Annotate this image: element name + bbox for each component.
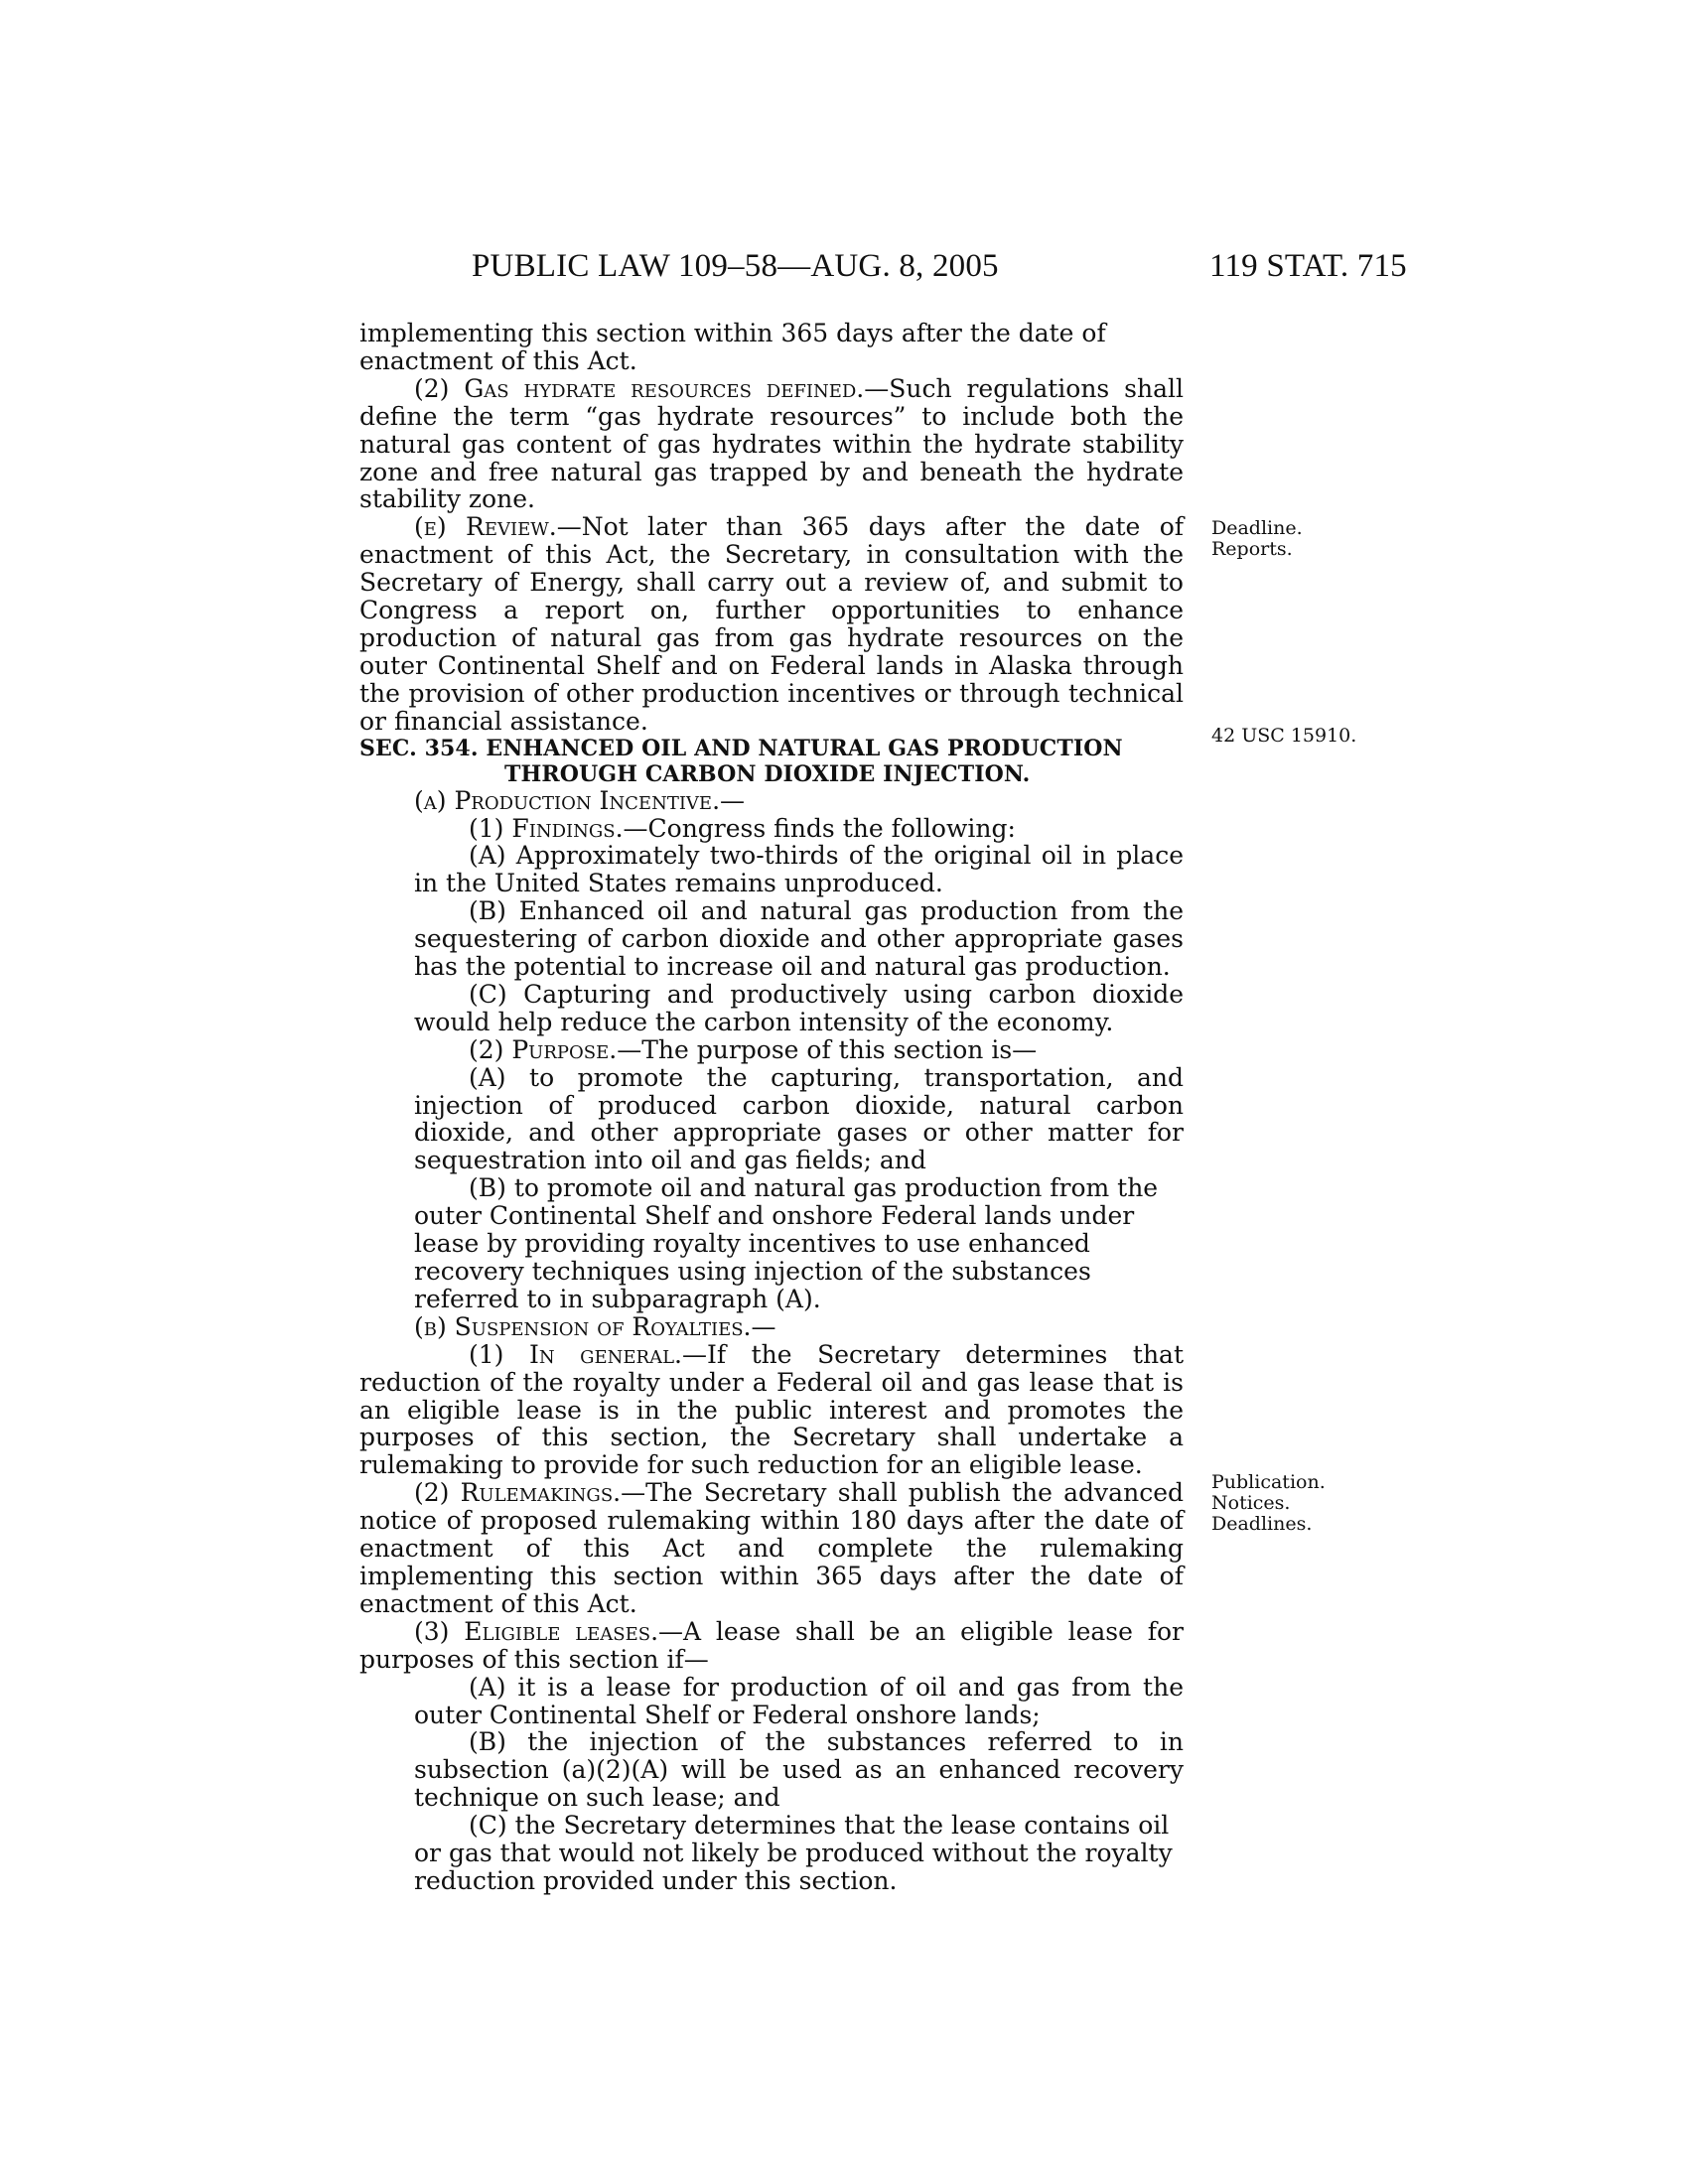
paragraph-purpose bbox=[359, 1036, 1184, 1064]
eligible-lease-b: (B) the injection of the substances referred to in subsection (a)(2)(A) will be used as an enhanced recovery technique on such lease; and bbox=[414, 1727, 1184, 1813]
paragraph-text: —A lease shall be an eligible lease for purposes of this section if— bbox=[359, 1616, 1184, 1674]
paragraph-text: —If the Secretary determines that reduction of the royalty under a Federal oil and gas lease that is an eligible lease is in the public interest and promotes the purposes of this section, the Secretary shall undertake a rulemaking to provide for such reduction for an eligible lease. bbox=[359, 1339, 1184, 1480]
margin-note-line: Deadline. bbox=[1211, 517, 1303, 539]
subsection-production-incentive bbox=[359, 787, 1184, 815]
margin-note-line: Notices. bbox=[1211, 1492, 1291, 1514]
paragraph-gas-hydrate-defined bbox=[359, 375, 1184, 514]
paragraph-text: —The purpose of this section is— bbox=[617, 1034, 1038, 1064]
subsection-heading: (b) Suspension of Royalties. bbox=[414, 1311, 752, 1341]
subsection-suspension-of-royalties bbox=[359, 1313, 1184, 1341]
purpose-b: (B) to promote oil and natural gas production from the outer Continental Shelf and onshore Federal lands under lease by providing royalty incentives to use enhanced recovery techniques using injection of the substances referred to in subparagraph (A). bbox=[414, 1173, 1159, 1313]
subsection-heading: (e) Review. bbox=[414, 512, 557, 542]
running-header-title: PUBLIC LAW 109–58—AUG. 8, 2005 bbox=[472, 248, 999, 284]
paragraph-heading: (1) Findings. bbox=[469, 813, 624, 843]
margin-note-line: Reports. bbox=[1211, 538, 1293, 560]
page-number: 119 STAT. 715 bbox=[1209, 248, 1407, 284]
eligible-lease-a: (A) it is a lease for production of oil and gas from the outer Continental Shelf or Federal onshore lands; bbox=[414, 1672, 1184, 1729]
margin-note-rulemakings bbox=[1211, 1472, 1326, 1535]
finding-b: (B) Enhanced oil and natural gas production from the sequestering of carbon dioxide and other appropriate gases has the potential to increase oil and natural gas production. bbox=[414, 896, 1184, 982]
paragraph-text: —Congress finds the following: bbox=[623, 813, 1016, 843]
paragraph-in-general bbox=[359, 1341, 1184, 1480]
paragraph-text: —Such regulations shall define the term “gas hydrate resources” to include both the natural gas content of gas hydrates within the hydrate stability zone and free natural gas trapped by and beneath the hydrate stability zone. bbox=[359, 373, 1184, 514]
finding-a: (A) Approximately two-thirds of the original oil in place in the United States remains unproduced. bbox=[414, 841, 1184, 898]
paragraph-heading: (2) Gas hydrate resources defined. bbox=[414, 373, 865, 403]
section-heading: SEC. 354. ENHANCED OIL AND NATURAL GAS PRODUCTION THROUGH CARBON DIOXIDE INJECTION. bbox=[359, 735, 1123, 787]
paragraph-text: —The Secretary shall publish the advanced notice of proposed rulemaking within 180 days after the date of enactment of this Act and complete the rulemaking implementing this section within 365 days after the date of enactment of this Act. bbox=[359, 1478, 1184, 1618]
paragraph-heading: (1) In general. bbox=[469, 1339, 682, 1369]
dash: — bbox=[751, 1311, 776, 1341]
eligible-lease-c: (C) the Secretary determines that the lease contains oil or gas that would not likely be produced without the royalty reduction provided under this section. bbox=[414, 1811, 1173, 1895]
margin-note-usc-citation: 42 USC 15910. bbox=[1211, 725, 1357, 747]
paragraph-heading: (2) Rulemakings. bbox=[414, 1478, 622, 1508]
paragraph-rulemakings bbox=[359, 1479, 1184, 1618]
statute-body bbox=[359, 320, 1184, 1895]
dash: — bbox=[720, 785, 746, 815]
paragraph-findings bbox=[359, 815, 1184, 843]
margin-note-line: Publication. bbox=[1211, 1471, 1326, 1493]
paragraph-continuation: implementing this section within 365 days after the date of enactment of this Act. bbox=[359, 319, 1106, 375]
margin-note-line: Deadlines. bbox=[1211, 1513, 1313, 1535]
subsection-text: —Not later than 365 days after the date of enactment of this Act, the Secretary, in consultation with the Secretary of Energy, shall carry out a review of, and submit to Congress a report on, further opportunities to enhance production of natural gas from gas hydrate resources on the outer Continental Shelf and on Federal lands in Alaska through the provision of other production incentives or through technical or financial assistance. bbox=[359, 512, 1184, 736]
finding-c: (C) Capturing and productively using carbon dioxide would help reduce the carbon intensity of the economy. bbox=[414, 979, 1184, 1036]
paragraph-heading: (2) Purpose. bbox=[469, 1034, 618, 1064]
margin-note-review bbox=[1211, 518, 1303, 560]
subsection-heading: (a) Production Incentive. bbox=[414, 785, 721, 815]
paragraph-heading: (3) Eligible leases. bbox=[414, 1616, 659, 1646]
subsection-review bbox=[359, 513, 1184, 735]
purpose-a: (A) to promote the capturing, transportation, and injection of produced carbon dioxide, natural carbon dioxide, and other appropriate gases or other matter for sequestration into oil and gas fields; and bbox=[414, 1062, 1184, 1175]
paragraph-eligible-leases bbox=[359, 1618, 1184, 1674]
